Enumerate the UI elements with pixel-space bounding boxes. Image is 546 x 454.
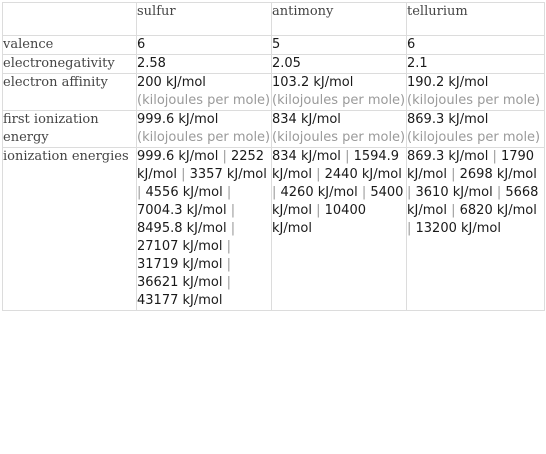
row-electron-affinity xyxy=(3,74,545,111)
first-ionization-sulfur xyxy=(137,111,272,148)
column-header-sulfur: sulfur xyxy=(137,3,272,36)
ionization-energy-value: 3357 kJ/mol xyxy=(189,167,267,182)
ionization-energy-value: 4556 kJ/mol xyxy=(145,185,223,200)
ionization-energy-value: 2698 kJ/mol xyxy=(459,167,537,182)
list-separator: | xyxy=(407,185,416,200)
ionization-energy-value: 4260 kJ/mol xyxy=(280,185,358,200)
list-separator: | xyxy=(181,167,190,182)
electronegativity-sulfur: 2.58 xyxy=(137,55,272,74)
list-separator: | xyxy=(316,203,325,218)
row-electronegativity xyxy=(3,55,545,74)
list-separator: | xyxy=(226,239,231,254)
ionization-energy-value: 7004.3 kJ/mol xyxy=(137,203,227,218)
unit-note: (kilojoules per mole) xyxy=(272,93,406,108)
ionization-energy-value: 27107 kJ/mol xyxy=(137,239,223,254)
list-separator: | xyxy=(407,221,416,236)
value-text: 999.6 kJ/mol xyxy=(137,112,219,127)
list-separator: | xyxy=(451,167,460,182)
electron-affinity-tellurium xyxy=(407,74,545,111)
list-separator: | xyxy=(345,149,354,164)
unit-note: (kilojoules per mole) xyxy=(407,93,541,108)
ionization-energy-value: 10400 kJ/mol xyxy=(272,203,366,236)
first-ionization-tellurium xyxy=(407,111,545,148)
ionization-energy-value: 1594.9 kJ/mol xyxy=(272,149,400,182)
value-text: 190.2 kJ/mol xyxy=(407,75,489,90)
unit-note: (kilojoules per mole) xyxy=(407,130,541,145)
ionization-energy-value: 1790 kJ/mol xyxy=(407,149,535,182)
corner-header xyxy=(3,3,137,36)
list-separator: | xyxy=(492,149,501,164)
column-header-antimony: antimony xyxy=(272,3,407,36)
ionization-energy-value: 834 kJ/mol xyxy=(272,149,341,164)
row-label-valence: valence xyxy=(3,36,137,55)
ionization-energies-tellurium xyxy=(407,148,545,311)
ionization-energy-value: 13200 kJ/mol xyxy=(415,221,501,236)
list-separator: | xyxy=(496,185,506,200)
ionization-energy-value: 36621 kJ/mol xyxy=(137,275,223,290)
ionization-energy-value: 3610 kJ/mol xyxy=(415,185,493,200)
valence-tellurium: 6 xyxy=(407,36,545,55)
electron-affinity-antimony xyxy=(272,74,407,111)
ionization-energy-value: 6820 kJ/mol xyxy=(459,203,537,218)
row-label-electronegativity: electronegativity xyxy=(3,55,137,74)
list-separator: | xyxy=(137,185,146,200)
value-text: 834 kJ/mol xyxy=(272,112,341,127)
electron-affinity-sulfur xyxy=(137,74,272,111)
ionization-energy-value: 5668 kJ/mol xyxy=(407,185,539,218)
electronegativity-tellurium: 2.1 xyxy=(407,55,545,74)
row-valence xyxy=(3,36,545,55)
ionization-energy-value: 2252 kJ/mol xyxy=(137,149,265,182)
list-separator: | xyxy=(222,149,231,164)
header-row xyxy=(3,3,545,36)
list-separator: | xyxy=(226,275,231,290)
list-separator: | xyxy=(316,167,325,182)
valence-sulfur: 6 xyxy=(137,36,272,55)
list-separator: | xyxy=(226,185,232,200)
list-separator: | xyxy=(361,185,371,200)
list-separator: | xyxy=(451,203,460,218)
row-first-ionization-energy xyxy=(3,111,545,148)
electronegativity-antimony: 2.05 xyxy=(272,55,407,74)
ionization-energies-antimony xyxy=(272,148,407,311)
row-label-first-ionization-energy: first ionization energy xyxy=(3,111,137,148)
ionization-energies-sulfur xyxy=(137,148,272,311)
element-properties-table xyxy=(2,2,545,311)
ionization-energy-value: 2440 kJ/mol xyxy=(324,167,402,182)
list-separator: | xyxy=(272,185,281,200)
ionization-energy-value: 43177 kJ/mol xyxy=(137,293,223,308)
ionization-energy-value: 869.3 kJ/mol xyxy=(407,149,489,164)
row-label-electron-affinity: electron affinity xyxy=(3,74,137,111)
row-label-ionization-energies: ionization energies xyxy=(3,148,137,311)
unit-note: (kilojoules per mole) xyxy=(137,93,271,108)
value-text: 869.3 kJ/mol xyxy=(407,112,489,127)
list-separator: | xyxy=(230,203,236,218)
value-text: 200 kJ/mol xyxy=(137,75,206,90)
list-separator: | xyxy=(226,257,231,272)
row-ionization-energies xyxy=(3,148,545,311)
ionization-energy-value: 31719 kJ/mol xyxy=(137,257,223,272)
column-header-tellurium: tellurium xyxy=(407,3,545,36)
ionization-energy-value: 8495.8 kJ/mol xyxy=(137,221,227,236)
unit-note: (kilojoules per mole) xyxy=(272,130,406,145)
value-text: 103.2 kJ/mol xyxy=(272,75,354,90)
first-ionization-antimony xyxy=(272,111,407,148)
ionization-energy-value: 999.6 kJ/mol xyxy=(137,149,219,164)
unit-note: (kilojoules per mole) xyxy=(137,130,271,145)
ionization-energy-value: 5400 kJ/mol xyxy=(272,185,404,218)
valence-antimony: 5 xyxy=(272,36,407,55)
list-separator: | xyxy=(230,221,236,236)
